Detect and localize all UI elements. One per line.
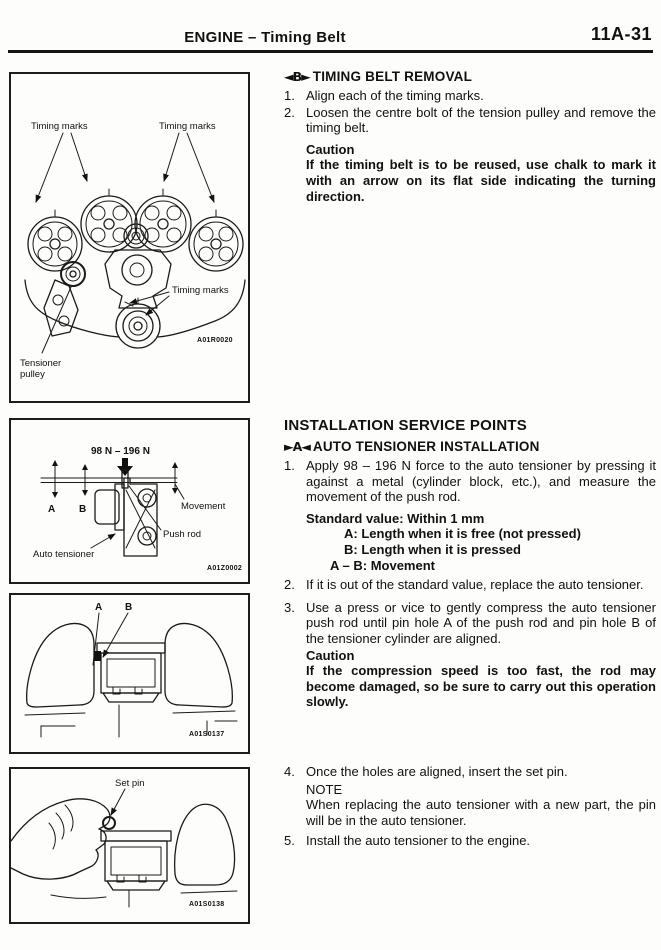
note-text: When replacing the auto tensioner with a new part, the pin will be in the auto tensioner. — [306, 797, 656, 828]
step-text: If it is out of the standard value, replace the auto tensioner. — [306, 577, 644, 593]
timing-marks-crank-label: Timing marks — [172, 285, 229, 296]
caution-label: Caution — [306, 647, 355, 663]
force-label: 98 N – 196 N — [91, 446, 150, 457]
figure-insert-set-pin — [9, 767, 250, 924]
tensioner-pulley-label-line2: pulley — [20, 369, 45, 380]
set-pin-leader — [111, 789, 125, 815]
step-item — [284, 88, 656, 104]
caution-block — [284, 136, 656, 204]
step-item — [284, 105, 656, 136]
push-rod-leader — [129, 486, 161, 530]
step-item — [284, 764, 656, 828]
step-number: 5. — [284, 833, 295, 849]
step-text: Once the holes are aligned, insert the set pin. — [306, 764, 568, 779]
step-number: 3. — [284, 599, 295, 615]
step-number: 2. — [284, 104, 295, 120]
figure-code: A01S0138 — [189, 901, 225, 908]
step-text: Install the auto tensioner to the engine. — [306, 833, 531, 849]
cam-sprocket-left-inner — [81, 189, 137, 252]
push-rod-label: Push rod — [163, 529, 202, 540]
page-number: 11A-31 — [590, 24, 652, 44]
step-item — [284, 600, 656, 710]
standard-value: Standard value: Within 1 mm — [306, 510, 485, 526]
movement-label: Movement — [181, 501, 226, 512]
subsection-heading — [284, 439, 656, 455]
step-item — [284, 833, 656, 849]
step-text: Loosen the centre bolt of the tension pulley and remove the timing belt. — [306, 104, 656, 136]
timing-marks-left-callout — [31, 121, 88, 202]
step-text: Align each of the timing marks. — [306, 88, 484, 103]
figure-code: A01Z0002 — [207, 565, 243, 572]
page-title: ENGINE – Timing Belt — [184, 29, 346, 46]
auto-tensioner-diagram — [11, 420, 248, 582]
pin-hole-b-leader — [103, 613, 128, 657]
movement-leader — [175, 484, 184, 499]
vice-jaws — [27, 623, 233, 707]
set-pin-drawing — [103, 817, 115, 829]
procedure-marker-icon: ►A◄ — [284, 439, 310, 454]
tensioner-pulley-label-line1: Tensioner — [20, 358, 62, 369]
section-set-pin-steps — [284, 764, 656, 849]
figure-vice-compress — [9, 593, 250, 754]
tensioner-in-vice — [94, 643, 165, 702]
procedure-marker-icon: ◄B► — [284, 69, 310, 84]
cam-sprocket-right-outer — [189, 210, 243, 271]
center-idler-pulley — [124, 224, 148, 248]
standard-value-item-a: A: Length when it is free (not pressed) — [344, 526, 581, 542]
step-item — [284, 577, 656, 593]
vice-jaw — [175, 804, 235, 885]
caution-text: If the timing belt is to be reused, use chalk to mark it with an arrow on its flat side indicating the turning direction. — [306, 157, 656, 204]
step-number: 1. — [284, 88, 295, 103]
timing-marks-left-label: Timing marks — [31, 121, 88, 132]
vice-compress-diagram — [11, 595, 248, 752]
figure-code: A01S0137 — [189, 731, 225, 738]
header-rule — [8, 50, 653, 53]
dim-a-label: A — [48, 504, 56, 515]
section-installation-service-points — [284, 417, 656, 710]
timing-marks-right-callout — [159, 121, 216, 202]
hand-drawing — [11, 799, 110, 879]
pin-hole-b-label: B — [125, 602, 133, 613]
set-pin-diagram — [11, 769, 248, 922]
caution-label: Caution — [306, 141, 355, 157]
section-heading — [284, 69, 656, 85]
force-arrow-icon — [117, 458, 133, 476]
standard-value-item-b: B: Length when it is pressed — [344, 541, 521, 557]
caution-text: If the compression speed is too fast, the rod may become damaged, so be sure to carry out this operation slowly. — [306, 663, 656, 710]
timing-marks-right-label: Timing marks — [159, 121, 216, 132]
step-number: 2. — [284, 577, 295, 593]
dim-b-label: B — [79, 504, 87, 515]
standard-value-item-ab: A – B: Movement — [330, 557, 435, 573]
timing-marks-crank-callout — [130, 285, 229, 315]
step-number: 1. — [284, 458, 295, 473]
timing-belt-diagram — [11, 74, 248, 401]
auto-tensioner-leader — [91, 534, 115, 548]
tensioner-body — [101, 831, 171, 890]
figure-timing-belt-overview — [9, 72, 250, 403]
pin-hole-a-label: A — [95, 602, 103, 613]
step-number: 4. — [284, 764, 295, 779]
note-label: NOTE — [306, 781, 343, 797]
cam-sprocket-right-inner — [135, 189, 191, 252]
section-heading-text: TIMING BELT REMOVAL — [312, 69, 473, 84]
figure-auto-tensioner-measurement — [9, 418, 250, 584]
set-pin-label: Set pin — [115, 778, 145, 789]
section-timing-belt-removal — [284, 69, 656, 204]
step-text: Use a press or vice to gently compress the auto tensioner push rod until pin hole A of the push rod and pin hole B of the tensioner cylinder are aligned. — [306, 599, 656, 646]
subsection-heading-text: AUTO TENSIONER INSTALLATION — [312, 439, 540, 454]
section-title: INSTALLATION SERVICE POINTS — [284, 417, 527, 434]
step-text: Apply 98 – 196 N force to the auto tensioner by pressing it against a metal (cylinder block, etc.), and measure the movement of the push rod. — [306, 458, 656, 505]
auto-tensioner-label: Auto tensioner — [33, 549, 95, 560]
crank-sprocket — [116, 298, 160, 348]
step-item — [284, 458, 656, 573]
tensioner-pulley-drawing — [44, 262, 85, 336]
figure-code: A01R0020 — [197, 337, 233, 344]
